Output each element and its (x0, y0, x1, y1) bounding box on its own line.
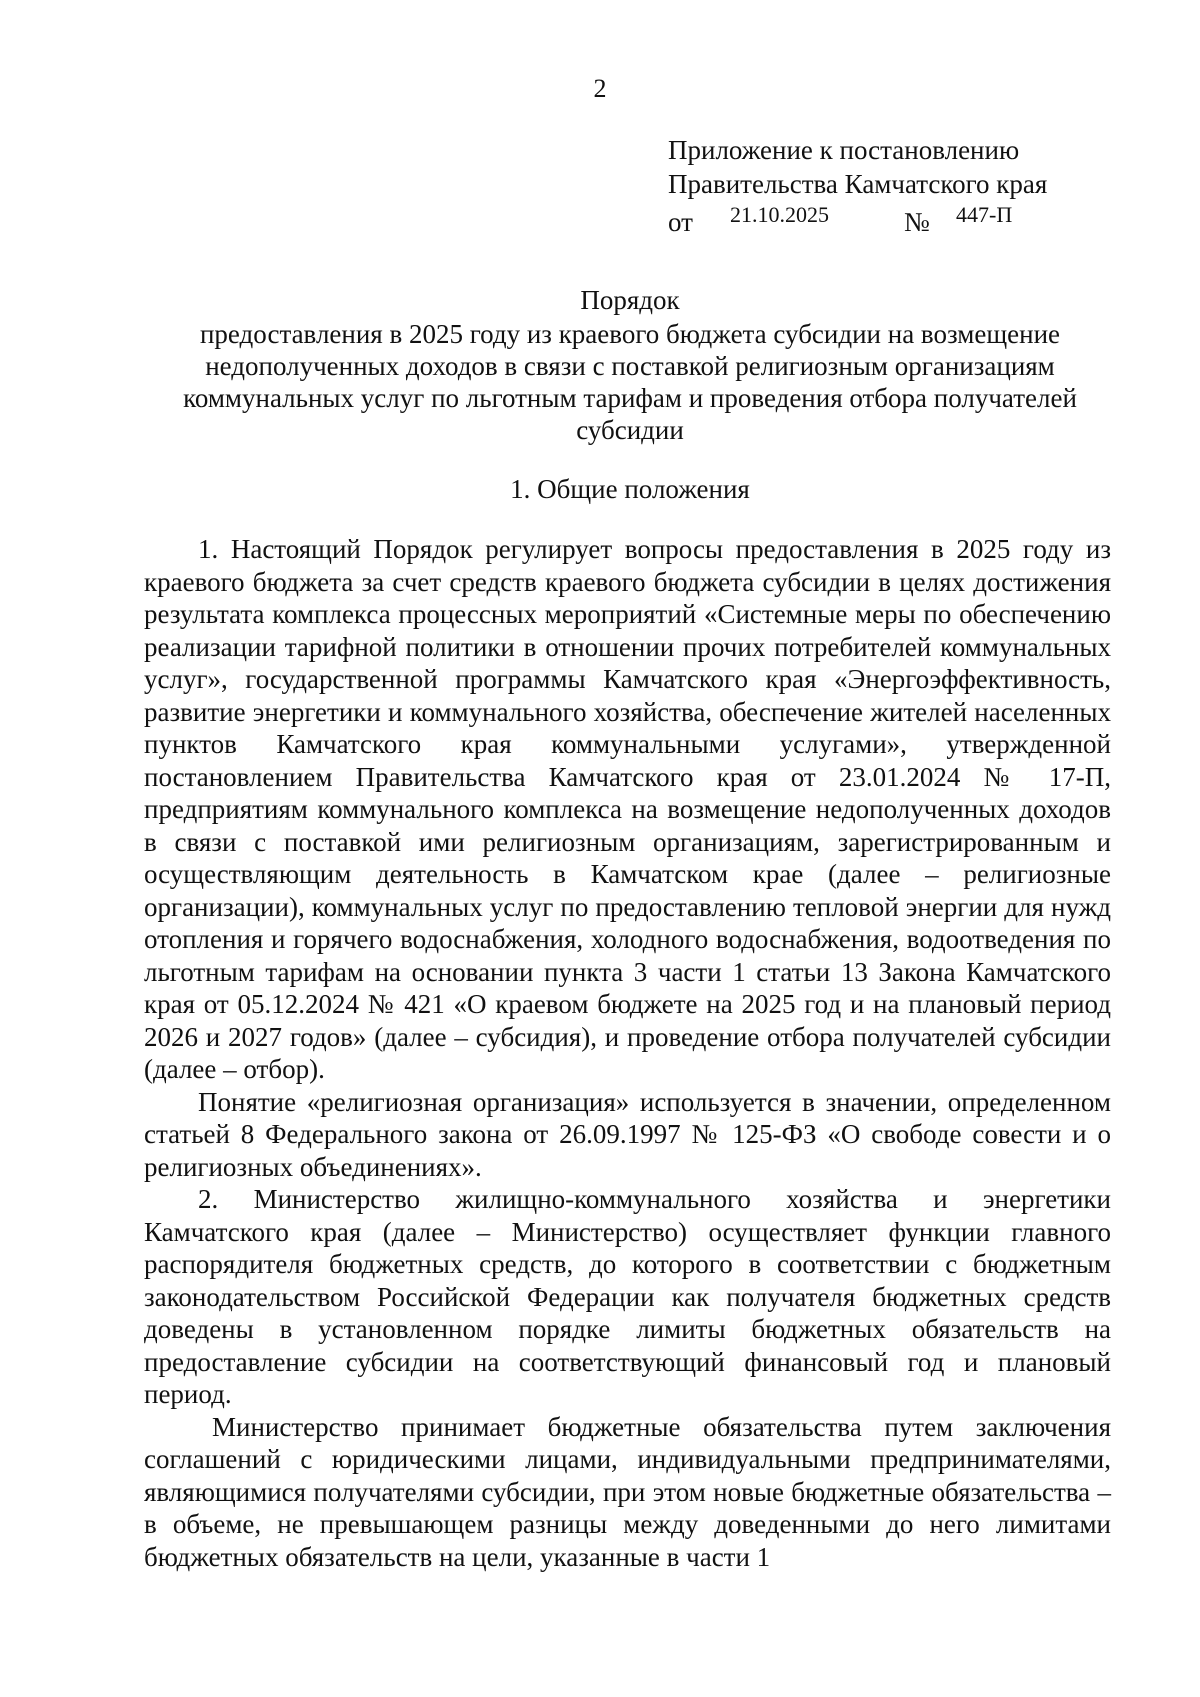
number-sign: № (904, 207, 930, 237)
appendix-date-line (668, 201, 1047, 235)
appendix-block (668, 133, 1047, 235)
date-prefix: от (668, 207, 693, 237)
page-number: 2 (593, 74, 607, 103)
document-title-block (140, 284, 1120, 446)
section-heading: 1. Общие положения (510, 474, 750, 504)
appendix-line-1: Приложение к постановлению (668, 135, 1020, 165)
document-title: Порядок (580, 285, 680, 315)
paragraph-1: 1. Настоящий Порядок регулирует вопросы предоставления в 2025 году из краевого бюджета за счет средств краевого бюджета субсидии в целях достижения результата комплекса процессных мероприятий «Системные меры по обеспечению реализации тарифной политики в отношении прочих потребителей коммунальных услуг», государственной программы Камчатского края «Энергоэффективность, развитие энергетики и коммунального хозяйства, обеспечение жителей населенных пунктов Камчатского края коммунальными услугами», утвержденной постановлением Правительства Камчатского края от 23.01.2024 № 17-П, предприятиям коммунального комплекса на возмещение недополученных доходов в связи с поставкой ими религиозным организациям, зарегистрированным и осуществляющим деятельность в Камчатском крае (далее – религиозные организации), коммунальных услуг по предоставлению тепловой энергии для нужд отопления и горячего водоснабжения, холодного водоснабжения, водоотведения по льготным тарифам на основании пункта 3 части 1 статьи 13 Закона Камчатского края от 05.12.2024 № 421 «О краевом бюджете на 2025 год и на плановый период 2026 и 2027 годов» (далее – субсидия), и проведение отбора получателей субсидии (далее – отбор). (144, 534, 1111, 1084)
document-body (144, 533, 1111, 1573)
paragraph-4: Министерство принимает бюджетные обязательства путем заключения соглашений с юридическими лицами, индивидуальными предпринимателями, являющимися получателями субсидии, при этом новые бюджетные обязательства – в объеме, не превышающем разницы между доведенными до него лимитами бюджетных обязательств на цели, указанные в части 1 (144, 1411, 1111, 1572)
resolution-date: 21.10.2025 (730, 202, 829, 227)
paragraph-2: Понятие «религиозная организация» используется в значении, определенном статьей 8 Федерального закона от 26.09.1997 № 125-ФЗ «О свободе совести и о религиозных объединениях». (144, 1086, 1111, 1182)
appendix-line-2: Правительства Камчатского края (668, 169, 1048, 199)
resolution-number: 447-П (956, 202, 1013, 227)
paragraph-3: 2. Министерство жилищно-коммунального хозяйства и энергетики Камчатского края (далее – Министерство) осуществляет функции главного распорядителя бюджетных средств, до которого в соответствии с бюджетным законодательством Российской Федерации как получателя бюджетных средств доведены в установленном порядке лимиты бюджетных обязательств на предоставление субсидии на соответствующий финансовый год и плановый период. (144, 1184, 1111, 1409)
document-subtitle: предоставления в 2025 году из краевого бюджета субсидии на возмещение недополученных доходов в связи с поставкой религиозным организациям коммунальных услуг по льготным тарифам и проведения отбора получателей субсидии (183, 319, 1077, 445)
